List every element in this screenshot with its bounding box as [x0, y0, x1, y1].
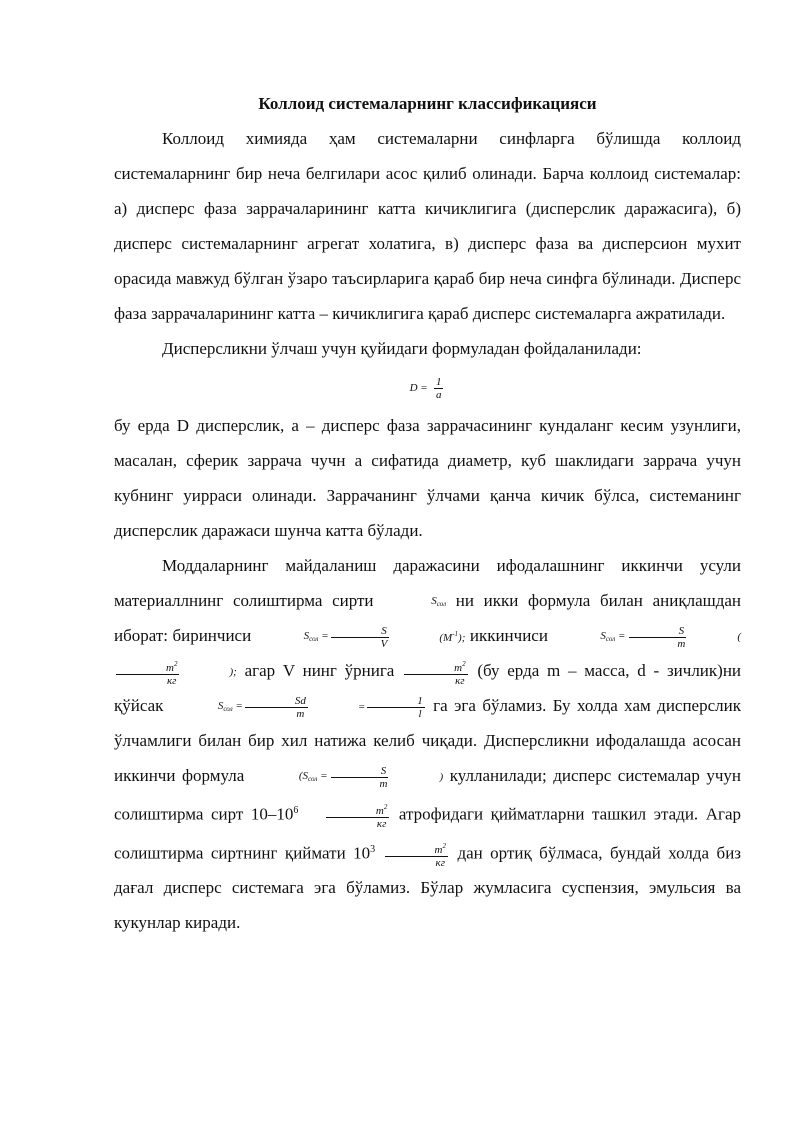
formula-second: $S_{сол}$ =	[600, 630, 626, 644]
formula-fraction: $\frac{1}{a}$	[435, 375, 442, 401]
paragraph-2: Дисперсликни ўлчаш учун қуйидаги формуладан фойдаланилади:	[162, 339, 642, 358]
document-title: Коллоид системаларнинг классификацияси	[258, 94, 597, 113]
formula-S-sol: $S_{сол}$	[431, 595, 447, 609]
formula-fourth: ($S_{сол}$ =	[298, 770, 328, 784]
formula-first: $S_{сол}$ =	[303, 630, 329, 644]
paragraph-3: бу ерда D дисперслик, а – дисперс фаза заррачасининг кундаланг кесим узунлиги, масалан, сферик заррача чучн а сифатида диаметр, куб шаклидаги заррача учун кубнинг уирраси олинади. Заррачанинг ўлчами қанча кичик бўлса, системанинг дисперслик даражаси шунча катта бўлади.	[114, 416, 741, 540]
formula-unit-3: $m^2$ кг	[385, 840, 448, 869]
formula-dispersity	[114, 366, 741, 408]
paragraph-4: Моддаларнинг майдаланиш даражасини ифодалашнинг иккинчи усули материаллнинг солиштирма сирти $S_{сол}$ ни икки формула билан аниқлашдан иборат: биринчиси $S_{сол}$ = $\frac{S}{V}$ $(M^{-1})$; иккинчиси $S_{сол}$ = $\frac{S}{m}$ ( $m^2$ кг ); агар V нинг ўрнига $m^2$ кг (бу ерда m – масса, d - зичлик)ни қўйсак $S_{сол}$ = $\frac{Sd}{m}$ = $\frac{1}{l}$ га эга бўламиз. Бу холда хам дисперслик ўлчамлиги билан бир хил натижа келиб чиқади. Дисперсликни ифодалашда асосан иккинчи формула ($S_{сол}$ = $\frac{S}{m}$ ) кулланилади; дисперс системалар учун солиштирма сирт $10-10^6$ $m^2$ кг атрофидаги қийматларни ташкил этади. Агар солиштирма сиртнинг қиймати $10^3$ $m^2$ кг дан ортиқ бўлмаса, бундай холда биз дағал дисперс системага эга бўламиз. Бўлар жумласига суспензия, эмульсия ва кукунлар киради.	[114, 556, 742, 933]
document-page	[114, 86, 741, 940]
formula-unit-2: $m^2$ кг	[326, 801, 389, 830]
formula-third: $S_{сол}$ =	[217, 700, 243, 714]
formula-lhs: D =	[409, 381, 428, 394]
paragraph-1: Коллоид химияда ҳам системаларни синфларга бўлишда коллоид системаларнинг бир неча белгилари асос қилиб олинади. Барча коллоид системалар: а) дисперс фаза заррачаларининг катта кичиклигига (дисперслик даражасига), б) дисперс системаларнинг агрегат холатига, в) дисперс фаза ва дисперсион мухит орасида мавжуд бўлган ўзаро таъсирларига қараб бир неча синфга бўлинади. Дисперс фаза заррачаларининг катта – кичиклигига қараб дисперс системаларга ажратилади.	[114, 129, 741, 323]
formula-unit-1: $m^2$ кг	[404, 658, 467, 687]
